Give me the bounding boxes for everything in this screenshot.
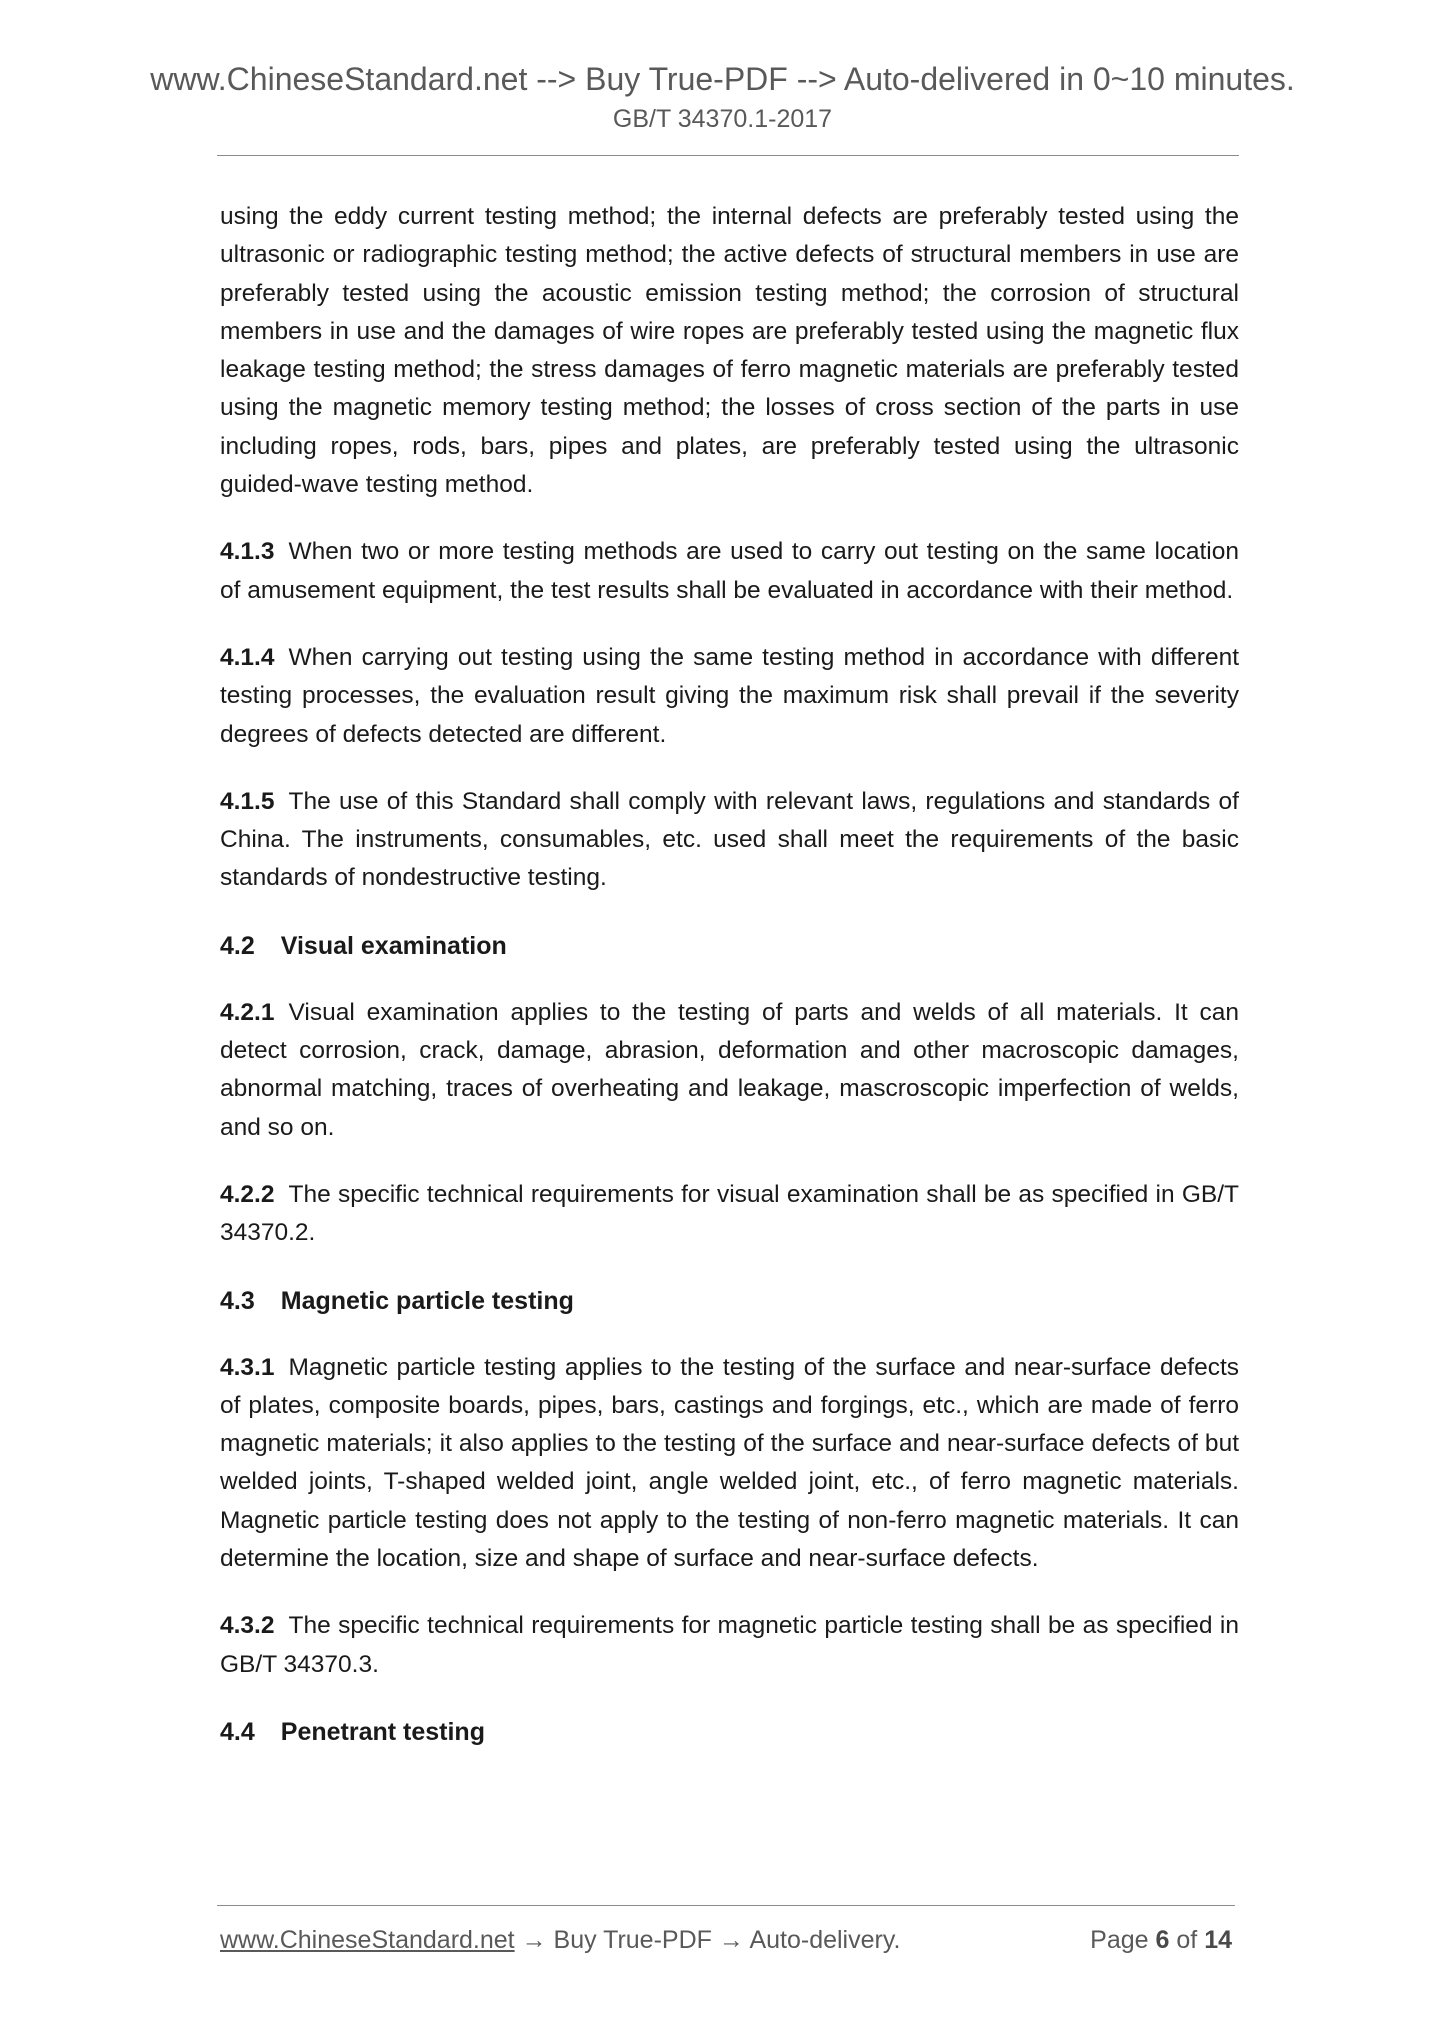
footer-divider (217, 1905, 1235, 1906)
clause-text: When carrying out testing using the same testing method in accordance with different testing processes, the evaluation result giving the maximum risk shall prevail if the severity degrees of defects detected are different. (220, 643, 1239, 748)
auto-delivery-text: Auto-delivery. (749, 1926, 901, 1954)
clause-number: 4.3.2 (220, 1612, 275, 1640)
clause-4-1-3 (220, 533, 1239, 610)
section-heading-4-3 (220, 1282, 1239, 1320)
section-number: 4.4 (220, 1717, 255, 1746)
current-page: 6 (1155, 1926, 1170, 1954)
page-header (0, 58, 1445, 136)
page-label: Page (1090, 1926, 1149, 1954)
page-of-label: of (1176, 1926, 1198, 1954)
clause-text: The use of this Standard shall comply with relevant laws, regulations and standards of China. The instruments, consumables, etc. used shall meet the requirements of the basic standards of nondestructive testing. (220, 787, 1239, 892)
clause-text: Magnetic particle testing applies to the testing of the surface and near-surface defects of plates, composite boards, pipes, bars, castings and forgings, etc., which are made of ferro magnetic materials; it also applies to the testing of the surface and near-surface defects of but welded joints, T-shaped welded joint, angle welded joint, etc., of ferro magnetic materials. Magnetic particle testing does not apply to the testing of non-ferro magnetic materials. It can determine the location, size and shape of surface and near-surface defects. (220, 1353, 1239, 1573)
section-title: Magnetic particle testing (280, 1286, 574, 1315)
clause-number: 4.3.1 (220, 1353, 275, 1381)
clause-text: The specific technical requirements for magnetic particle testing shall be as specified in GB/T 34370.3. (220, 1612, 1239, 1678)
total-pages: 14 (1204, 1926, 1232, 1954)
section-number: 4.2 (220, 931, 255, 960)
footer-promo (220, 1922, 900, 1958)
clause-number: 4.2.1 (220, 998, 275, 1026)
site-link[interactable]: www.ChineseStandard.net (220, 1926, 515, 1954)
section-heading-4-2 (220, 927, 1239, 965)
clause-number: 4.1.5 (220, 787, 275, 815)
clause-4-3-2 (220, 1607, 1239, 1684)
arrow-right-icon: → (718, 1926, 744, 1954)
page-number (1090, 1922, 1232, 1958)
section-title: Visual examination (280, 931, 507, 960)
standard-code: GB/T 34370.1-2017 (612, 105, 833, 133)
clause-text: Visual examination applies to the testing of parts and welds of all materials. It can detect corrosion, crack, damage, abrasion, deformation and other macroscopic damages, abnormal matching, traces of overheating and leakage, mascroscopic imperfection of welds, and so on. (220, 998, 1239, 1141)
clause-number: 4.1.4 (220, 643, 275, 671)
section-title: Penetrant testing (280, 1717, 485, 1746)
document-body (220, 198, 1239, 1780)
clause-4-2-1 (220, 994, 1239, 1147)
arrow-right-icon: → (521, 1926, 547, 1954)
clause-text: The specific technical requirements for visual examination shall be as specified in GB/T 34370.2. (220, 1180, 1239, 1247)
buy-pdf-text: Buy True-PDF (553, 1926, 712, 1954)
clause-number: 4.2.2 (220, 1180, 275, 1208)
clause-4-2-2 (220, 1176, 1239, 1253)
section-number: 4.3 (220, 1286, 255, 1315)
clause-4-1-4 (220, 639, 1239, 754)
clause-number: 4.1.3 (220, 538, 275, 566)
clause-4-3-1 (220, 1349, 1239, 1579)
clause-text: When two or more testing methods are used to carry out testing on the same location of amusement equipment, the test results shall be evaluated in accordance with their method. (220, 538, 1239, 604)
section-heading-4-4 (220, 1713, 1239, 1751)
header-divider (217, 155, 1239, 156)
clause-4-1-5 (220, 783, 1239, 898)
header-banner: www.ChineseStandard.net --> Buy True-PDF --> Auto-delivered in 0~10 minutes. (150, 61, 1295, 97)
intro-paragraph: using the eddy current testing method; the internal defects are preferably tested using the ultrasonic or radiographic testing method; the active defects of structural members in use are preferably tested using the acoustic emission testing method; the corrosion of structural members in use and the damages of wire ropes are preferably tested using the magnetic flux leakage testing method; the stress damages of ferro magnetic materials are preferably tested using the magnetic memory testing method; the losses of cross section of the parts in use including ropes, rods, bars, pipes and plates, are preferably tested using the ultrasonic guided-wave testing method. (220, 203, 1239, 499)
